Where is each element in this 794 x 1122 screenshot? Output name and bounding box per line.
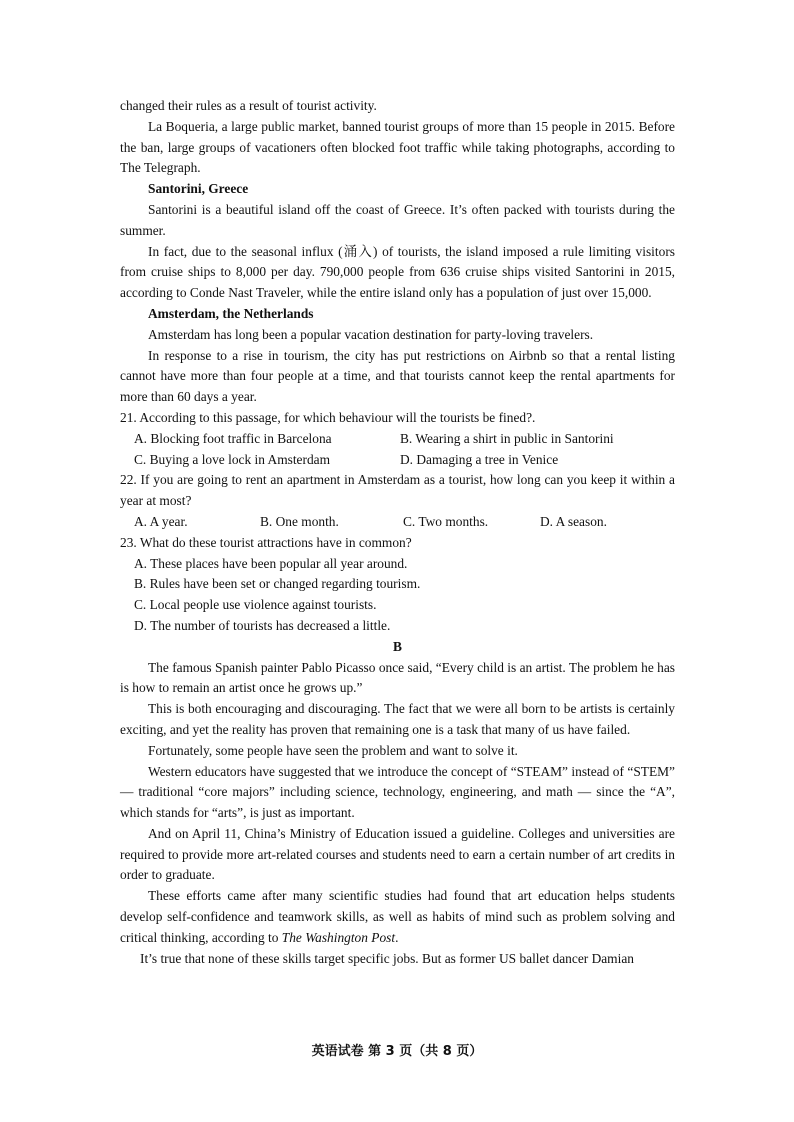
question-22-option-d: D. A season.	[540, 513, 607, 529]
question-22-stem: 22. If you are going to rent an apartment in Amsterdam as a tourist, how long can you keep it within a year at most?	[120, 472, 675, 509]
question-21-option-c: C. Buying a love lock in Amsterdam	[134, 451, 331, 467]
boqueria-paragraph: La Boqueria, a large public market, banned tourist groups of more than 15 people in 2015. Before the ban, large groups of vacationers often blocked foot traffic while taking photographs, according to The Telegraph.	[120, 118, 675, 176]
question-21-options-row-1	[120, 429, 675, 450]
question-23-option-b: B. Rules have been set or changed regarding tourism.	[134, 576, 421, 592]
section-b-label: B	[393, 638, 402, 654]
section-b-paragraph-6-end: .	[395, 929, 399, 945]
question-22-option-b: B. One month.	[260, 513, 339, 529]
amsterdam-paragraph-1: Amsterdam has long been a popular vacation destination for party-loving travelers.	[148, 326, 594, 342]
question-21-option-d: D. Damaging a tree in Venice	[400, 451, 559, 467]
question-21-stem: 21. According to this passage, for which behaviour will the tourists be fined?.	[120, 409, 536, 425]
question-21-option-b: B. Wearing a shirt in public in Santorini	[400, 430, 614, 446]
question-22-option-a: A. A year.	[134, 513, 188, 529]
washington-post-citation: The Washington Post	[281, 929, 396, 945]
section-b-paragraph-7: It’s true that none of these skills target specific jobs. But as former US ballet dancer Damian	[140, 950, 634, 966]
section-b-paragraph-3: Fortunately, some people have seen the problem and want to solve it.	[148, 742, 518, 758]
exam-page	[120, 96, 675, 969]
question-23-option-d: D. The number of tourists has decreased a little.	[134, 617, 391, 633]
page-footer: 英语试卷 第 3 页（共 8 页）	[311, 1044, 483, 1059]
santorini-paragraph-2: In fact, due to the seasonal influx (涌入) of tourists, the island imposed a rule limiting visitors from cruise ships to 8,000 per day. 790,000 people from 636 cruise ships visited Santorini in 2015, according to Conde Nast Traveler, while the entire island only has a population of just over 15,000.	[120, 243, 675, 301]
section-b-paragraph-4: Western educators have suggested that we introduce the concept of “STEAM” instead of “STEM” — traditional “core majors” including science, technology, engineering, and math — since the “A”, which stands for “arts”, is just as important.	[120, 763, 675, 821]
question-22-option-c: C. Two months.	[403, 513, 489, 529]
intro-tail: changed their rules as a result of tourist activity.	[120, 98, 377, 113]
section-b-paragraph-5: And on April 11, China’s Ministry of Education issued a guideline. Colleges and universities are required to provide more art-related courses and students need to earn a certain number of art credits in order to graduate.	[120, 825, 675, 883]
question-23-stem: 23. What do these tourist attractions have in common?	[120, 534, 412, 550]
amsterdam-paragraph-2: In response to a rise in tourism, the city has put restrictions on Airbnb so that a rental listing cannot have more than four people at a time, and that tourists cannot keep the rental apartments for more than 60 days a year.	[120, 347, 675, 405]
section-b-paragraph-6-text: These efforts came after many scientific studies had found that art education helps students develop self-confidence and teamwork skills, as well as habits of mind such as problem solving and critical thinking, according to	[120, 888, 675, 945]
section-b-paragraph-1: The famous Spanish painter Pablo Picasso once said, “Every child is an artist. The problem he has is how to remain an artist once he grows up.”	[120, 659, 675, 696]
question-21-option-a: A. Blocking foot traffic in Barcelona	[134, 430, 332, 446]
santorini-paragraph-1: Santorini is a beautiful island off the coast of Greece. It’s often packed with tourists during the summer.	[120, 201, 675, 238]
question-22-options	[120, 512, 675, 533]
question-21-options-row-2	[120, 450, 675, 471]
section-b-paragraph-2: This is both encouraging and discouraging. The fact that we were all born to be artists is certainly exciting, and yet the reality has proven that remaining one is a task that many of us have failed.	[120, 701, 675, 737]
santorini-heading: Santorini, Greece	[148, 181, 249, 197]
section-b-paragraph-6	[120, 886, 675, 948]
question-23-option-a: A. These places have been popular all year around.	[134, 555, 408, 571]
amsterdam-heading: Amsterdam, the Netherlands	[148, 305, 314, 321]
question-23-option-c: C. Local people use violence against tourists.	[134, 597, 377, 613]
